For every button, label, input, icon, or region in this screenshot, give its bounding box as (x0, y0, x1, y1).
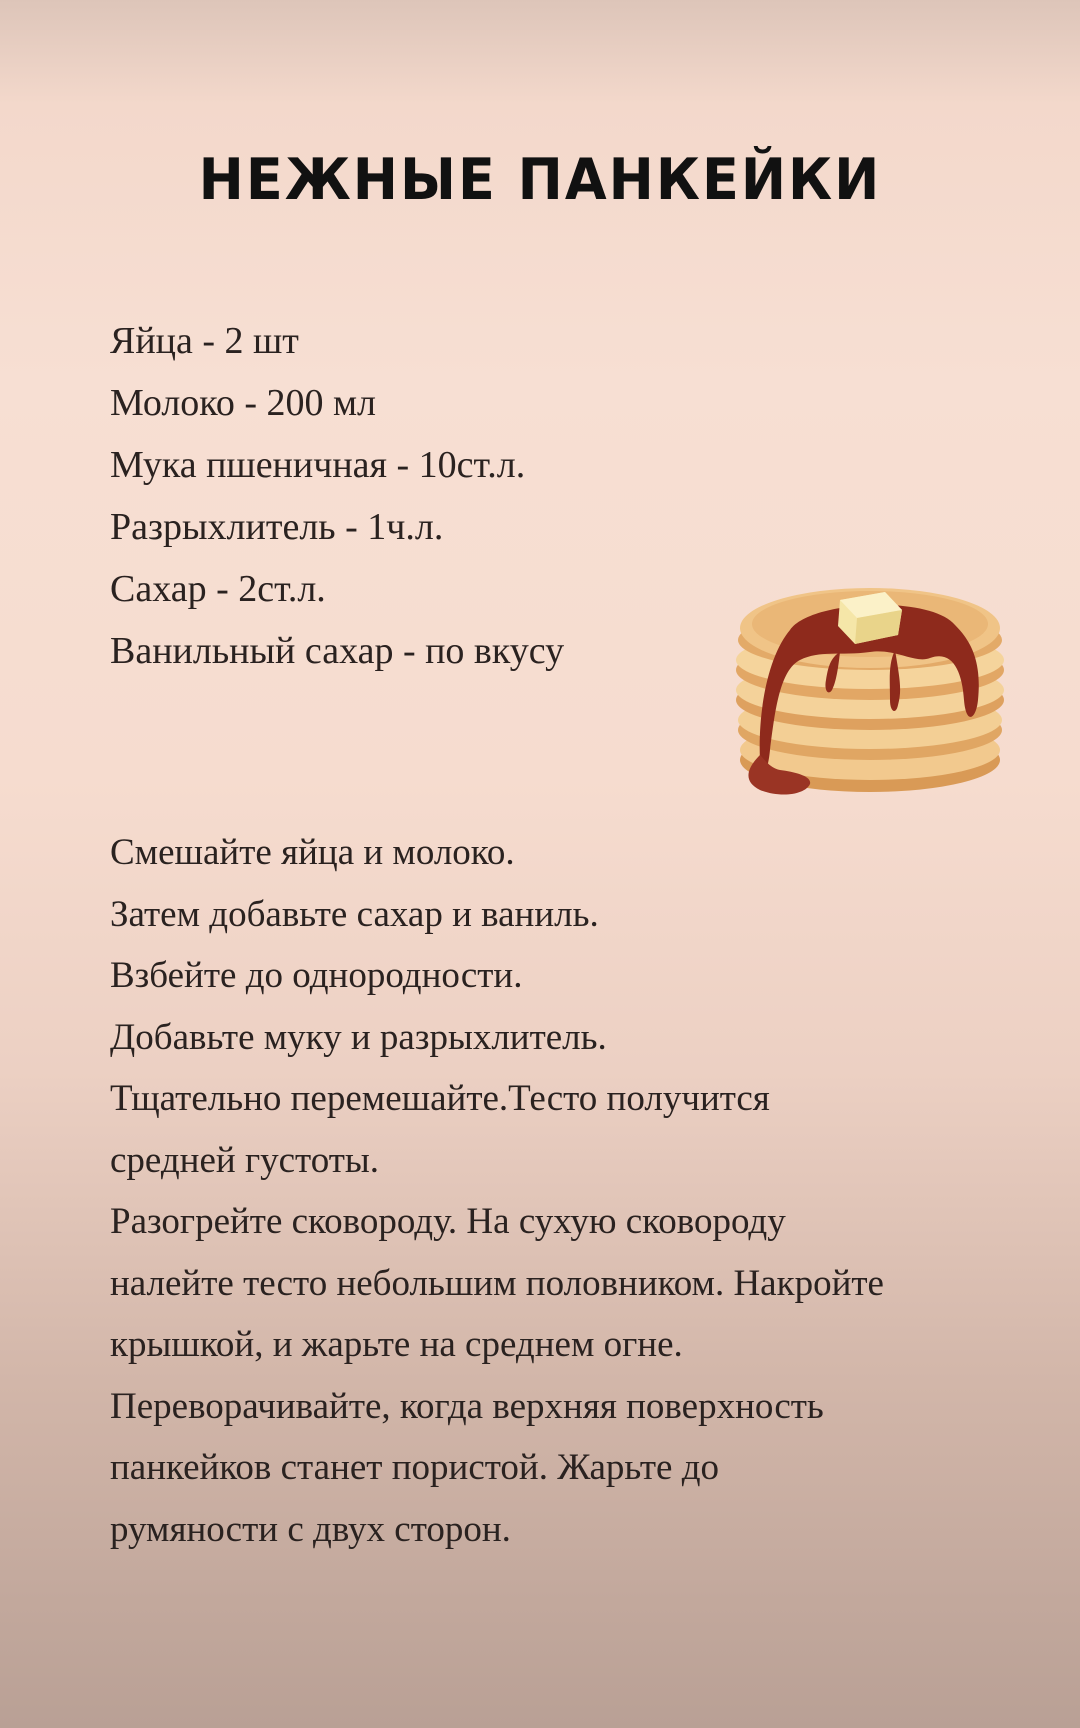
pancake-stack-icon (720, 540, 1020, 820)
step-line: румяности с двух сторон. (110, 1508, 511, 1550)
ingredient-item: Разрыхлитель - 1ч.л. (110, 506, 444, 548)
step-line: средней густоты. (110, 1139, 380, 1181)
step-line: Взбейте до однородности. (110, 955, 523, 996)
ingredient-item: Сахар - 2ст.л. (110, 568, 326, 610)
ingredient-item: Ванильный сахар - по вкусу (110, 630, 565, 672)
step-line: Затем добавьте сахар и ваниль. (110, 893, 599, 935)
page-title: НЕЖНЫЕ ПАНКЕЙКИ (198, 146, 882, 213)
step-line: Смешайте яйца и молоко. (110, 832, 515, 873)
step-line: панкейков станет пористой. Жарьте до (110, 1447, 720, 1488)
step-line: Переворачивайте, когда верхняя поверхность (110, 1385, 824, 1427)
step-line: Разогрейте сковороду. На сухую сковороду (110, 1201, 786, 1242)
step-line: налейте тесто небольшим половником. Накройте (110, 1262, 884, 1304)
ingredients-list (110, 310, 710, 682)
steps-list (110, 822, 1010, 1560)
step-line: Добавьте муку и разрыхлитель. (110, 1016, 607, 1058)
ingredient-item: Молоко - 200 мл (110, 382, 376, 424)
step-line: Тщательно перемешайте.Тесто получится (110, 1078, 770, 1119)
ingredient-item: Яйца - 2 шт (110, 320, 299, 362)
step-line: крышкой, и жарьте на среднем огне. (110, 1324, 683, 1365)
ingredient-item: Мука пшеничная - 10ст.л. (110, 444, 526, 486)
